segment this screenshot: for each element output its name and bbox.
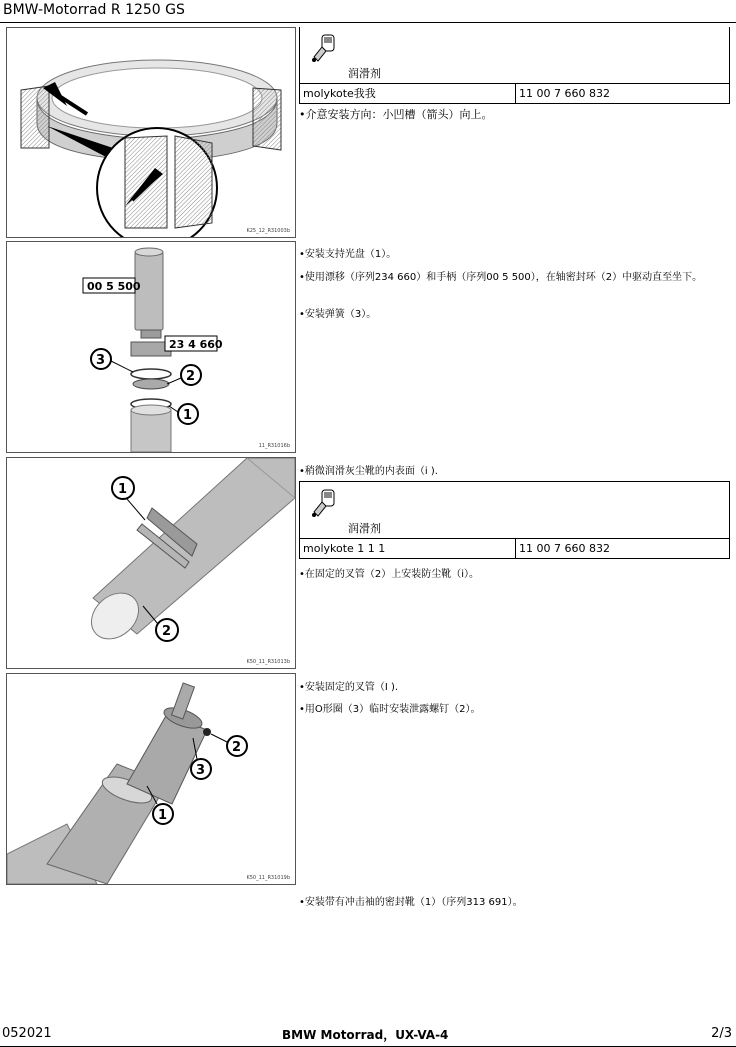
callout-2 [156,619,178,641]
footer-center: BMW Motorrad，UX-VA-4 [282,1028,449,1042]
svg-text:1: 1 [183,408,193,423]
instruction-text: •稍微润滑灰尘靴的内表面（i ). [299,466,438,477]
svg-text:1: 1 [158,808,168,823]
figure-code: K50_11_R31013b [246,659,290,665]
svg-text:2: 2 [186,369,196,384]
lubricant-table-1 [299,27,730,104]
instruction-text: •安装带有冲击袖的密封靴（1）（序列313 691）。 [299,897,523,908]
page-number: 2/3 [711,1026,732,1041]
instruction-text: •用O形圈（3）临时安装泄露螺钉（2）。 [299,704,481,715]
tool-label-2: 23 4 660 [169,338,223,351]
figure-code: 11_R31016b [258,443,290,449]
svg-text:3: 3 [196,763,206,778]
footer-date: 052021 [2,1026,52,1041]
instruction-text: •使用漂移（序列234 660）和手柄（序列00 5 500），在轴密封环（2）中驱动直至坐下。 [299,272,703,283]
callout-3 [191,759,211,779]
lubricant-label: 润滑剂 [348,67,381,80]
figure-dust-boot [6,457,296,669]
svg-text:2: 2 [162,624,172,639]
fork-tube-illustration [7,674,295,884]
figure-fork-tube [6,673,296,885]
callout-1 [153,804,173,824]
figure-drift-tools [6,241,296,453]
callout-2 [227,736,247,756]
page-footer [0,1022,736,1047]
figure-code: K50_11_R31019b [246,875,290,881]
drift-tools-illustration [7,242,295,452]
svg-text:1: 1 [118,482,128,497]
lubricant-tube-icon [308,33,338,65]
svg-text:2: 2 [232,740,242,755]
lubricant-table-2 [299,481,730,559]
dust-boot-illustration [7,458,295,668]
lubricant-label: 润滑剂 [348,522,381,535]
lubricant-row [300,84,729,103]
lubricant-header [300,482,729,539]
lubricant-part-number: 11 00 7 660 832 [519,87,610,100]
instruction-text: •安装弹簧（3）。 [299,309,377,320]
figure-seal-ring [6,27,296,238]
lubricant-product: molykote 1 1 1 [300,539,516,558]
callout-1 [112,477,134,499]
lubricant-product: molykote我我 [300,84,516,103]
lubricant-row [300,539,729,558]
lubricant-tube-icon [308,488,338,520]
lubricant-header [300,27,729,84]
seal-ring-illustration [7,28,295,237]
instruction-text: •介意安装方向：小凹槽（箭头）向上。 [299,108,493,121]
tool-label-1: 00 5 500 [87,280,141,293]
instruction-text: •安装固定的叉管（I ). [299,682,399,693]
svg-text:3: 3 [96,353,106,368]
callout-2 [181,365,201,385]
callout-3 [91,349,111,369]
instruction-text: •在固定的叉管（2）上安装防尘靴（i）。 [299,569,480,580]
header-title: BMW-Motorrad R 1250 GS [3,2,185,18]
callout-1 [178,404,198,424]
instruction-text: •安装支持光盘（1）。 [299,249,397,260]
page-header [0,0,736,23]
lubricant-part-number: 11 00 7 660 832 [519,542,610,555]
figure-code: K25_12_R31003b [246,228,290,234]
